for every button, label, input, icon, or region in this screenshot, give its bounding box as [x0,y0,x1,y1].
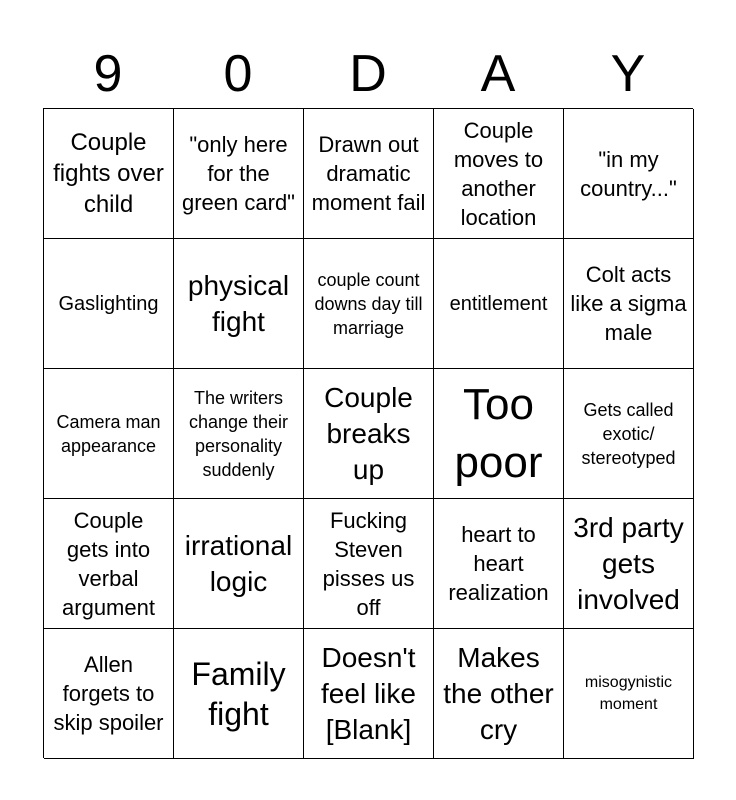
bingo-cell[interactable]: irrational logic [174,499,304,629]
bingo-cell[interactable]: physical fight [174,239,304,369]
header-letter-y: Y [610,45,646,103]
bingo-cell[interactable]: Too poor [434,369,564,499]
bingo-cell[interactable]: Gaslighting [44,239,174,369]
bingo-cell[interactable]: Allen forgets to skip spoiler [44,629,174,759]
bingo-cell[interactable]: Couple breaks up [304,369,434,499]
bingo-header [43,40,693,108]
bingo-cell[interactable]: "in my country..." [564,109,694,239]
header-letter-d: D [349,45,387,103]
bingo-cell[interactable]: Gets called exotic/ stereotyped [564,369,694,499]
bingo-cell[interactable]: The writers change their personality suddenly [174,369,304,499]
header-letter-a: A [480,45,516,103]
bingo-cell[interactable]: 3rd party gets involved [564,499,694,629]
bingo-grid [43,108,693,758]
bingo-cell[interactable]: Camera man appearance [44,369,174,499]
bingo-cell[interactable]: Makes the other cry [434,629,564,759]
bingo-cell[interactable]: heart to heart realization [434,499,564,629]
header-letter-0: 0 [223,45,253,103]
bingo-cell[interactable]: Fucking Steven pisses us off [304,499,434,629]
bingo-cell[interactable]: "only here for the green card" [174,109,304,239]
bingo-cell[interactable]: Couple fights over child [44,109,174,239]
bingo-cell[interactable]: couple count downs day till marriage [304,239,434,369]
bingo-cell[interactable]: misogynistic moment [564,629,694,759]
bingo-cell[interactable]: Couple gets into verbal argument [44,499,174,629]
bingo-cell[interactable]: Colt acts like a sigma male [564,239,694,369]
bingo-cell[interactable]: Doesn't feel like [Blank] [304,629,434,759]
bingo-cell[interactable]: entitlement [434,239,564,369]
header-letter-9: 9 [93,45,123,103]
bingo-cell[interactable]: Drawn out dramatic moment fail [304,109,434,239]
bingo-cell[interactable]: Couple moves to another location [434,109,564,239]
bingo-cell[interactable]: Family fight [174,629,304,759]
